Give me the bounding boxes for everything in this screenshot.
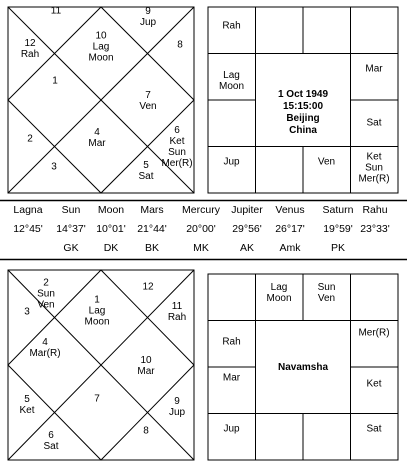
rasi-planet-label: Jup — [139, 17, 157, 28]
navamsha-planet-label: Mar — [137, 366, 155, 377]
rasi-south-planet-label: Sat — [366, 117, 382, 129]
planet-table — [0, 201, 407, 260]
planet-name: Moon — [97, 204, 125, 216]
navamsha-south-planet-label: Mer(R) — [358, 327, 390, 339]
planet-name: Venus — [275, 204, 305, 216]
navamsha-house-number: 6 — [48, 430, 54, 441]
navamsha-house-number: 7 — [94, 393, 100, 405]
rasi-planet-label: Sat — [138, 171, 154, 182]
rasi-south-planet-label: Ket — [366, 151, 382, 163]
navamsha-house-number: 8 — [143, 425, 149, 437]
navamsha-south-planet-label: Rah — [222, 336, 241, 348]
rasi-planet-label: Ven — [139, 101, 157, 112]
rasi-planet-label: Mar — [88, 138, 106, 149]
karaka-label: AK — [239, 242, 255, 254]
rasi-house-number: 2 — [27, 133, 33, 145]
navamsha-planet-label: Rah — [167, 312, 187, 323]
rasi-planet-label: Rah — [20, 49, 40, 60]
rasi-house-number: 12 — [24, 38, 36, 49]
navamsha-south-planet-label: Moon — [266, 293, 292, 304]
rasi-south-planet-label: Sun — [365, 162, 383, 174]
navamsha-south-planet-label: Lag — [270, 282, 288, 293]
rasi-south-planet-label: Lag — [223, 70, 240, 81]
navamsha-south-planet-label: Ven — [317, 293, 336, 304]
rasi-house-number: 9 — [145, 6, 151, 17]
rasi-house-number: 7 — [145, 90, 151, 101]
navamsha-south-planet-label: Sat — [366, 423, 382, 435]
karaka-label: DK — [103, 242, 119, 254]
rasi-planet-label: Moon — [88, 52, 114, 64]
rasi-house-number: 4 — [94, 127, 100, 138]
planet-degree: 14°37' — [56, 223, 86, 235]
rasi-house-number: 1 — [52, 75, 58, 87]
navamsha-south-planet-label: Jup — [223, 423, 240, 435]
navamsha-house-number: 9 — [174, 396, 180, 407]
chart-birth-details: Beijing — [286, 113, 320, 124]
rasi-planet-label: Mer(R) — [161, 158, 193, 169]
rasi-south-planet-label: Ven — [317, 156, 336, 168]
navamsha-house-number: 1 — [94, 294, 100, 306]
navamsha-south-planet-label: Mar — [222, 372, 241, 384]
rasi-house-number: 11 — [50, 5, 62, 17]
navamsha-south-planet-label: Sun — [317, 282, 336, 293]
rasi-south-planet-label: Mer(R) — [358, 173, 390, 185]
navamsha-title: Navamsha — [277, 362, 329, 373]
navamsha-house-number: 12 — [142, 281, 154, 293]
rasi-house-number: 8 — [177, 39, 183, 51]
rasi-planet-label: Ket — [169, 136, 185, 147]
karaka-label: GK — [63, 242, 79, 254]
rasi-planet-label: Lag — [92, 41, 110, 53]
planet-degree: 23°33' — [360, 223, 390, 235]
navamsha-planet-label: Ven — [37, 299, 55, 311]
rasi-house-number: 5 — [143, 160, 149, 171]
navamsha-planet-label: Sun — [37, 288, 55, 300]
rasi-house-number: 6 — [174, 125, 180, 136]
planet-degree: 20°00' — [186, 223, 216, 235]
navamsha-house-number: 11 — [171, 301, 183, 312]
rasi-house-number: 3 — [51, 161, 57, 173]
rasi-south-planet-label: Rah — [222, 20, 241, 32]
navamsha-planet-label: Sat — [43, 441, 59, 452]
chart-birth-details: 15:15:00 — [282, 101, 324, 112]
planet-degree: 21°44' — [137, 223, 167, 235]
planet-degree: 12°45' — [13, 223, 43, 235]
navamsha-house-number: 10 — [140, 355, 152, 366]
karaka-label: BK — [144, 242, 160, 254]
navamsha-planet-label: Moon — [84, 316, 110, 328]
navamsha-house-number: 2 — [43, 277, 49, 289]
planet-degree: 29°56' — [232, 223, 262, 235]
navamsha-house-number: 5 — [24, 394, 30, 405]
rasi-house-number: 10 — [95, 30, 107, 42]
navamsha-house-number: 3 — [24, 306, 30, 318]
karaka-label: PK — [330, 242, 346, 254]
navamsha-house-number: 4 — [42, 337, 48, 348]
karaka-label: Amk — [279, 242, 301, 254]
navamsha-planet-label: Jup — [168, 407, 186, 418]
planet-name: Saturn — [322, 204, 354, 216]
navamsha-north-chart — [8, 270, 194, 460]
planet-name: Jupiter — [231, 204, 263, 216]
karaka-label: MK — [193, 242, 209, 254]
planet-degree: 26°17' — [275, 223, 305, 235]
navamsha-south-planet-label: Ket — [366, 378, 382, 390]
chart-birth-details: China — [289, 125, 317, 136]
chart-birth-details: 1 Oct 1949 — [277, 89, 329, 100]
planet-name: Sun — [61, 204, 81, 216]
planet-degree: 10°01' — [96, 223, 126, 235]
rasi-south-planet-label: Moon — [218, 81, 245, 92]
planet-name: Rahu — [362, 204, 388, 216]
rasi-planet-label: Sun — [168, 147, 186, 158]
rasi-south-planet-label: Jup — [223, 156, 240, 168]
planet-name: Mars — [140, 204, 164, 216]
planet-name: Mercury — [182, 204, 220, 216]
navamsha-planet-label: Ket — [19, 405, 35, 416]
navamsha-planet-label: Lag — [88, 305, 106, 317]
planet-name: Lagna — [13, 204, 43, 216]
navamsha-planet-label: Mar(R) — [29, 348, 61, 359]
planet-degree: 19°59' — [323, 223, 353, 235]
rasi-south-planet-label: Mar — [365, 63, 383, 75]
